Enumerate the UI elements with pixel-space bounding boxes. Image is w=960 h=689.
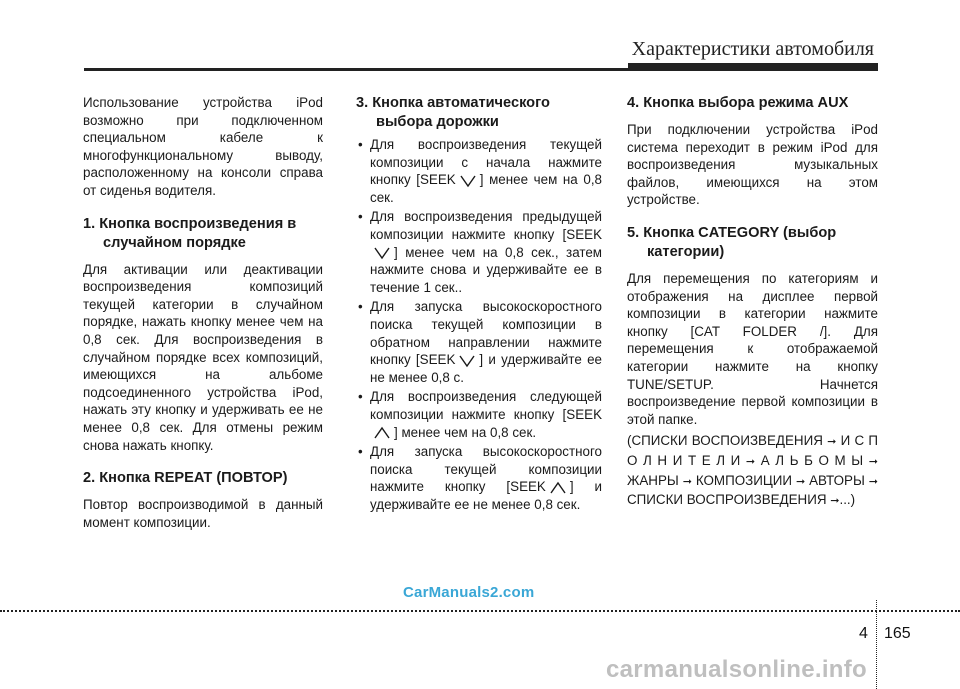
arrow-right-icon: ➞ [830, 495, 840, 508]
section-1-text: Для активации или деактивации воспроизведения композиций текущей категории в случайном порядке, нажать кнопку менее чем на 0,8 сек. Для воспроизведения в случайном порядке всех композиций, имеющихся на альбоме подсоединенного устройства iPod, нажать эту кнопку и удерживать ее не менее 0,8 сек. Для отмены режим снова нажать кнопку. [83, 261, 323, 453]
section-2-heading: 2. Кнопка REPEAT (ПОВТОР) [83, 470, 288, 487]
arrow-right-icon: ➞ [745, 455, 756, 468]
list-item: • Для воспроизведения текущей композиции с начала нажмите кнопку [SEEK ] менее чем на 0,8 сек. [356, 136, 602, 206]
column-2 [356, 94, 602, 515]
chevron-up-icon [373, 426, 391, 440]
section-4-text: При подключении устройства iPod система переходит в режим iPod для воспроизведения музыкальных файлов, имеющихся на этом устройстве. [627, 122, 878, 208]
page-header-title: Характеристики автомобиля [631, 38, 874, 60]
list-item: • Для запуска высокоскоростного поиска текущей композиции нажмите кнопку [SEEK ] и удерживайте ее не менее 0,8 сек. [356, 443, 602, 513]
footer-rule [0, 610, 960, 612]
page-number-separator [876, 600, 877, 689]
category-path: (СПИСКИ ВОСПОИЗВЕДЕНИЯ ➞ И С П О Л Н И Т Е Л И ➞ А Л Ь Б О М Ы ➞ ЖАНРЫ ➞ КОМПОЗИЦИИ ➞ АВТОРЫ ➞ СПИСКИ ВОСПРОИЗВЕДЕНИЯ ➞...) [627, 433, 878, 508]
chevron-down-icon [459, 174, 477, 188]
seek-instructions-list [356, 136, 602, 513]
header-tab [628, 63, 878, 71]
section-3-heading: 3. Кнопка автоматического выбора дорожки [356, 95, 550, 130]
chevron-down-icon [373, 246, 391, 260]
list-item: • Для воспроизведения предыдущей композиции нажмите кнопку [SEEK ] менее чем на 0,8 сек., затем нажмите снова и удерживайте ее в течение 1 сек.. [356, 208, 602, 296]
page-number: 165 [884, 625, 911, 642]
column-3 [627, 94, 878, 511]
chapter-number: 4 [859, 625, 868, 642]
section-4-heading: 4. Кнопка выбора режима AUX [627, 95, 849, 111]
section-5-text: Для перемещения по категориям и отображения на дисплее первой композиции в категории нажмите кнопку [CAT FOLDER /]. Для перемещения к отображаемой категории нажмите на кнопку TUNE/SETUP. Начнется воспроизведение первой композиции в этой папке. [627, 270, 878, 427]
column-1 [83, 94, 323, 531]
arrow-right-icon: ➞ [868, 475, 878, 488]
list-item: • Для воспроизведения следующей композиции нажмите кнопку [SEEK ] менее чем на 0,8 сек. [356, 388, 602, 441]
arrow-right-icon: ➞ [827, 436, 837, 449]
chevron-up-icon [549, 481, 567, 495]
intro-paragraph: Использование устройства iPod возможно при подключенном специальном кабеле к многофункциональному выводу, расположенному на консоли справа от сиденья водителя. [83, 95, 323, 198]
arrow-right-icon: ➞ [682, 475, 692, 488]
site-watermark[interactable]: carmanualsonline.info [606, 656, 868, 683]
list-item: • Для запуска высокоскоростного поиска текущей композиции в обратном направлении нажмите кнопку [SEEK ] и удерживайте ее не менее 0,8 с. [356, 298, 602, 386]
watermark-link[interactable]: CarManuals2.com [403, 584, 535, 601]
chevron-down-icon [458, 354, 476, 368]
section-2-text: Повтор воспроизводимой в данный момент композиции. [83, 497, 323, 530]
arrow-right-icon: ➞ [868, 455, 878, 468]
section-5-heading: 5. Кнопка CATEGORY (выбор категории) [627, 224, 837, 260]
arrow-right-icon: ➞ [795, 475, 806, 488]
section-1-heading: 1. Кнопка воспроизведения в случайном порядке [83, 215, 297, 251]
